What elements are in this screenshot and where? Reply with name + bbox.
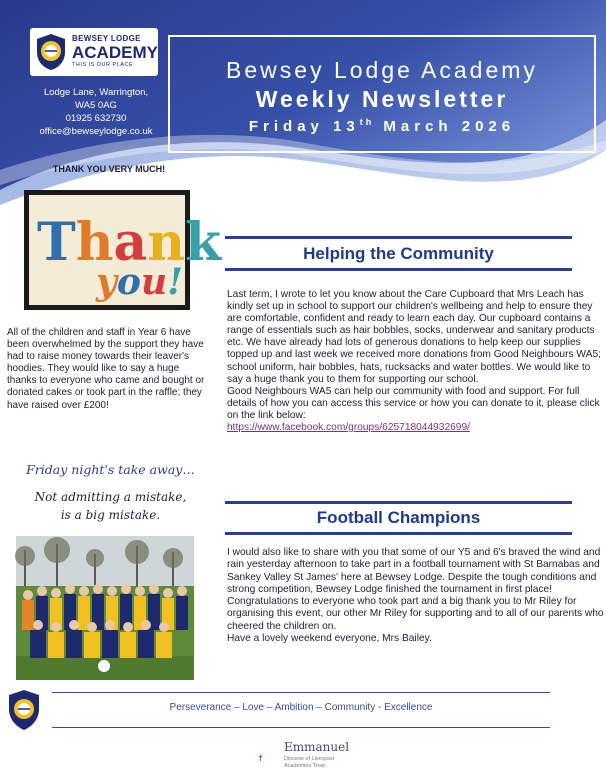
community-paragraph-2: Good Neighbours WA5 can help our community with food and support. For full details of how you can access this service or how you can donate to it, please click on the link below: <box>227 385 600 421</box>
facebook-group-link[interactable]: https://www.facebook.com/groups/625718044932699/ <box>227 422 470 434</box>
footer-rule-bottom <box>52 727 550 728</box>
community-rule-bottom <box>225 268 572 271</box>
football-rule-top <box>225 501 572 504</box>
football-rule-bottom <box>225 532 572 535</box>
football-team-photo <box>16 536 194 680</box>
date-day: Friday 13 <box>248 118 360 135</box>
community-rule-top <box>225 236 572 239</box>
crest-icon <box>34 32 68 72</box>
title-newsletter: Weekly Newsletter <box>255 86 509 112</box>
svg-text:Thank: Thank <box>37 212 222 273</box>
signoff: Have a lovely weekend everyone, Mrs Bailey. <box>227 633 432 645</box>
football-paragraph: I would also like to share with you that some of our Y5 and 6's braved the wind and rain yesterday afternoon to take part in a football tournament with St Barnabas and Sankey Valley St James' here at Bewsey Lodge. Despite the tough conditions and strong competition, Bewsey Lodge finished the tournament in first place! Congratulations to everyone who took part and a big thank you to Mr Riley for organising this event, our other Mr Riley for supporting and to all of our parents who cheered the children on. <box>227 547 604 632</box>
trust-subtitle: Diocese of Liverpool Academies Trust <box>284 756 334 769</box>
thank-you-image <box>24 190 222 310</box>
address-line-2: WA5 0AG <box>75 100 117 111</box>
quote-line-1: Not admitting a mistake, <box>34 490 187 504</box>
footer-crest-icon <box>6 688 42 732</box>
community-body <box>227 289 603 434</box>
quote-line-2: is a big mistake. <box>60 508 161 522</box>
address-line-1: Lodge Lane, Warrington, <box>43 87 149 98</box>
emmanuel-trust-logo-icon <box>258 738 282 778</box>
logo-tagline: THIS IS OUR PLACE <box>72 62 134 69</box>
football-body <box>227 547 605 645</box>
quote-title: Friday night's take away… <box>26 462 195 477</box>
community-paragraph-1: Last term, I wrote to let you know about the Care Cupboard that Mrs Leach has kindly set up in school to support our children's wellbeing and help to ensure they are comfortable, confident and ready to learn each day. Our cupboard contains a range of essentials such as hair bobbles, socks, underwear and sanitary products etc. We have already had lots of generous donations to help keep our supplies topped up and last week we received more donations from Good Neighbours WA5; school uniform, hair bobbles, hats, rucksacks and water bottles. We would like to say a huge thank you to them for supporting our school. <box>227 289 601 385</box>
title-school: Bewsey Lodge Academy <box>226 57 538 83</box>
logo-academy: ACADEMY <box>72 43 158 63</box>
newsletter-date <box>170 117 594 135</box>
trust-name: Emmanuel <box>284 740 350 754</box>
footer-rule-top <box>52 692 550 693</box>
date-suffix: th <box>359 117 375 127</box>
school-values: Perseverance – Love – Ambition – Community - Excellence <box>169 702 433 713</box>
svg-text:you!: you! <box>96 261 183 303</box>
school-address <box>20 86 172 138</box>
newsletter-title-box <box>168 35 596 153</box>
year6-paragraph: All of the children and staff in Year 6 have been overwhelmed by the support they have had to raise money towards their leaver's hoodies. They would like to say a huge thanks to everyone who came and bought or donated cakes or took part in the raffle; they have raised over £200! <box>7 327 205 411</box>
logo-school-name: BEWSEY LODGE <box>72 34 141 44</box>
community-heading: Helping the Community <box>303 244 494 263</box>
football-heading: Football Champions <box>316 508 481 527</box>
email-address: office@bewseylodge.co.uk <box>39 126 153 137</box>
thanks-heading: THANK YOU VERY MUCH! <box>52 164 166 174</box>
school-logo <box>30 28 158 76</box>
quote-text <box>8 488 213 524</box>
phone-number: 01925 632730 <box>65 113 127 124</box>
date-month-year: March 2026 <box>374 118 516 135</box>
